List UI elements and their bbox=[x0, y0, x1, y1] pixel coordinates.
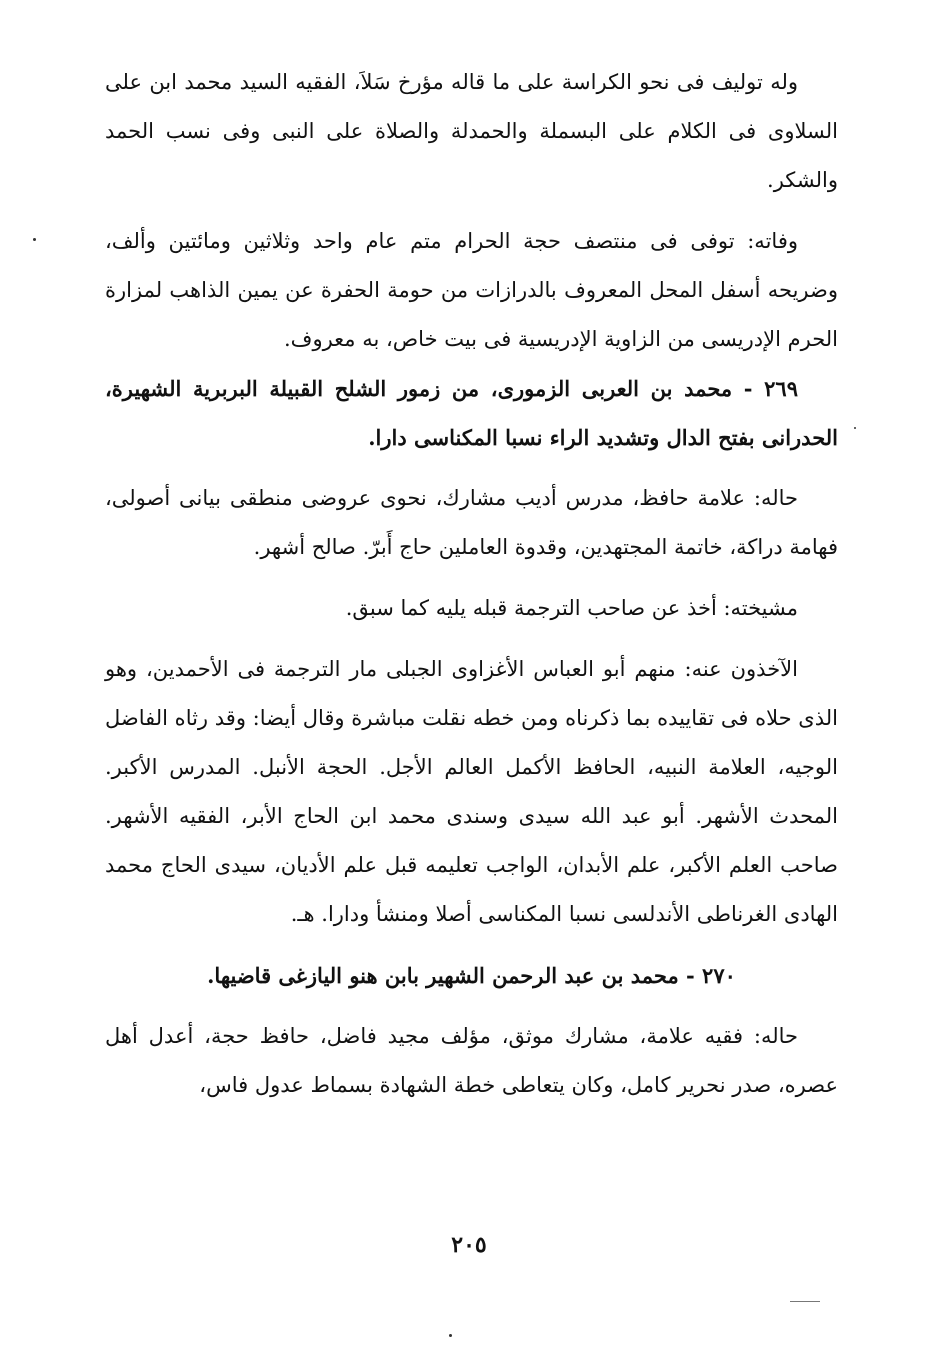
margin-speck-mark bbox=[854, 427, 856, 429]
entry-heading-269: ٢٦٩ - محمد بن العربى الزمورى، من زمور الشلح القبيلة البربرية الشهيرة، الحدرانى بفتح الدال وتشديد الراء نسبا المكناسى دارا. bbox=[105, 376, 838, 450]
paragraph-mashyakhatuhu: مشيخته: أخذ عن صاحب الترجمة قبله يليه كما سبق. bbox=[345, 596, 798, 620]
page-number: ٢٠٥ bbox=[451, 1232, 487, 1258]
margin-speck-mark bbox=[449, 1334, 452, 1337]
paragraph-akhidhun: الآخذون عنه: منهم أبو العباس الأغزاوى الجبلى مار الترجمة فى الأحمدين، وهو الذى حلاه فى تقاييده بما ذكرناه ومن خطه نقلت مباشرة وقال أيضا: وقد رثاه الفاضل الوجيه، العلامة النبيه، الحافظ الأكمل العالم الأجل. الحجة الأنبل. المدرس الأكبر. المحدث الأشهر. أبو عبد الله سيدى وسندى محمد ابن الحاج الأبر، الفقيه الأشهر. صاحب العلم الأكبر، علم الأبدان، الواجب تعليمه قبل علم الأديان، سيدى الحاج محمد الهادى الغرناطى الأندلسى نسبا المكناسى أصلا ومنشأ ودارا. هـ. bbox=[105, 657, 838, 926]
paragraph-wafatuhu: وفاته: توفى فى منتصف حجة الحرام متم عام واحد وثلاثين ومائتين وألف، وضريحه أسفل المحل المعروف بالدرازات من حومة الحفرة عن يمين الذاهب لمزارة الحرم الإدريسى من الزاوية الإدريسية فى بيت خاص، به معروف. bbox=[105, 229, 838, 351]
paragraph-haluhu-269: حاله: علامة حافظ، مدرس أديب مشارك، نحوى عروضى منطقى بيانى أصولى، فهامة دراكة، خاتمة المجتهدين، وقدوة العاملين حاج أَبرّ. صالح أشهر. bbox=[105, 486, 838, 559]
paragraph-tawlif: وله توليف فى نحو الكراسة على ما قاله مؤرخ سَلاَ، الفقيه السيد محمد ابن على السلاوى فى الكلام على البسملة والحمدلة والصلاة على النبى وفى نسب الحمد والشكر. bbox=[105, 70, 838, 192]
page-body bbox=[105, 58, 838, 1110]
entry-heading-270: ٢٧٠ - محمد بن عبد الرحمن الشهير بابن هنو اليازغى قاضيها. bbox=[207, 963, 736, 988]
margin-dash-mark bbox=[790, 1301, 820, 1302]
margin-speck-mark bbox=[33, 238, 36, 241]
paragraph-haluhu-270: حاله: فقيه علامة، مشارك موثق، مؤلف مجيد فاضل، حافظ حجة، أعدل أهل عصره، صدر نحرير كامل، وكان يتعاطى خطة الشهادة بسماط عدول فاس، bbox=[105, 1024, 838, 1097]
